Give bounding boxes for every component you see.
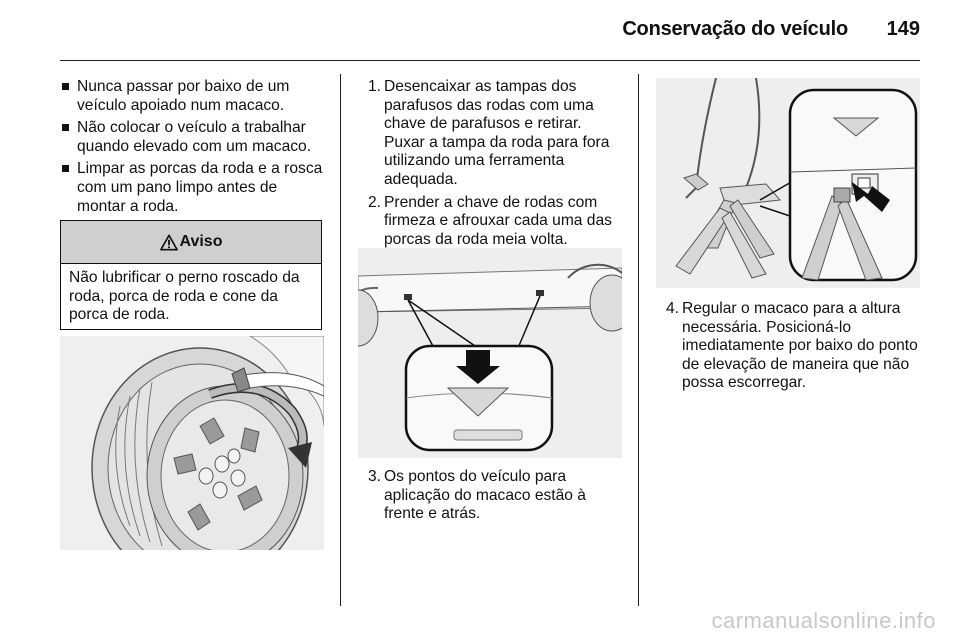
step-item <box>360 78 622 190</box>
step-item <box>360 468 622 524</box>
car-jack-icon <box>656 78 920 288</box>
bullet-square-icon <box>62 165 69 172</box>
section-title: Conservação do veículo <box>622 18 848 40</box>
warning-box <box>60 220 322 330</box>
bullet-square-icon <box>62 124 69 131</box>
step-text: Prender a chave de rodas com firmeza e afrouxar cada uma das porcas da roda meia volta. <box>384 193 612 248</box>
bullet-text: Nunca passar por baixo de um veículo apoiado num macaco. <box>77 78 290 114</box>
bullet-square-icon <box>62 83 69 90</box>
jack-placement-illustration <box>656 78 920 288</box>
step-text: Regular o macaco para a altura necessária. Posicioná-lo imediatamente por baixo do ponto de elevação de maneira que não possa escorregar. <box>682 300 918 392</box>
jacking-points-illustration <box>358 248 622 458</box>
right-column <box>658 300 926 397</box>
step-number: 4. <box>666 300 680 317</box>
watermark: carmanualsonline.info <box>711 608 936 633</box>
bullet-item <box>60 119 328 156</box>
step-text: Desencaixar as tampas dos parafusos das rodas com uma chave de parafusos e retirar. Puxar a tampa da roda para fora utilizando uma ferramenta adequada. <box>384 78 610 188</box>
middle-column-upper <box>360 78 622 253</box>
bullet-item <box>60 160 328 216</box>
middle-column-lower <box>360 468 622 528</box>
step-text: Os pontos do veículo para aplicação do macaco estão à frente e atrás. <box>384 468 586 523</box>
step-item <box>360 194 622 250</box>
step-number: 2. <box>368 193 382 211</box>
warning-triangle-icon <box>160 234 178 251</box>
warning-header <box>61 221 321 264</box>
bullet-text: Não colocar o veículo a trabalhar quando elevado com um macaco. <box>77 119 312 155</box>
bullet-item <box>60 78 328 115</box>
warning-body: Não lubrificar o perno roscado da roda, porca de roda e cone da porca de roda. <box>69 269 300 324</box>
hubcap-removal-illustration <box>60 336 324 550</box>
wheel-hubcap-icon <box>60 336 324 550</box>
header-rule <box>60 60 920 61</box>
left-column <box>60 78 328 220</box>
bullet-text: Limpar as porcas da roda e a rosca com um pano limpo antes de montar a roda. <box>77 160 323 215</box>
step-number: 1. <box>368 78 382 95</box>
page-header <box>0 0 960 60</box>
vehicle-jacking-point-icon <box>358 248 622 458</box>
column-divider-right <box>638 74 639 606</box>
page-number: 149 <box>886 18 920 40</box>
step-item <box>658 300 926 393</box>
column-divider-left <box>340 74 341 606</box>
step-number: 3. <box>368 468 382 485</box>
warning-heading: Aviso <box>179 233 223 250</box>
